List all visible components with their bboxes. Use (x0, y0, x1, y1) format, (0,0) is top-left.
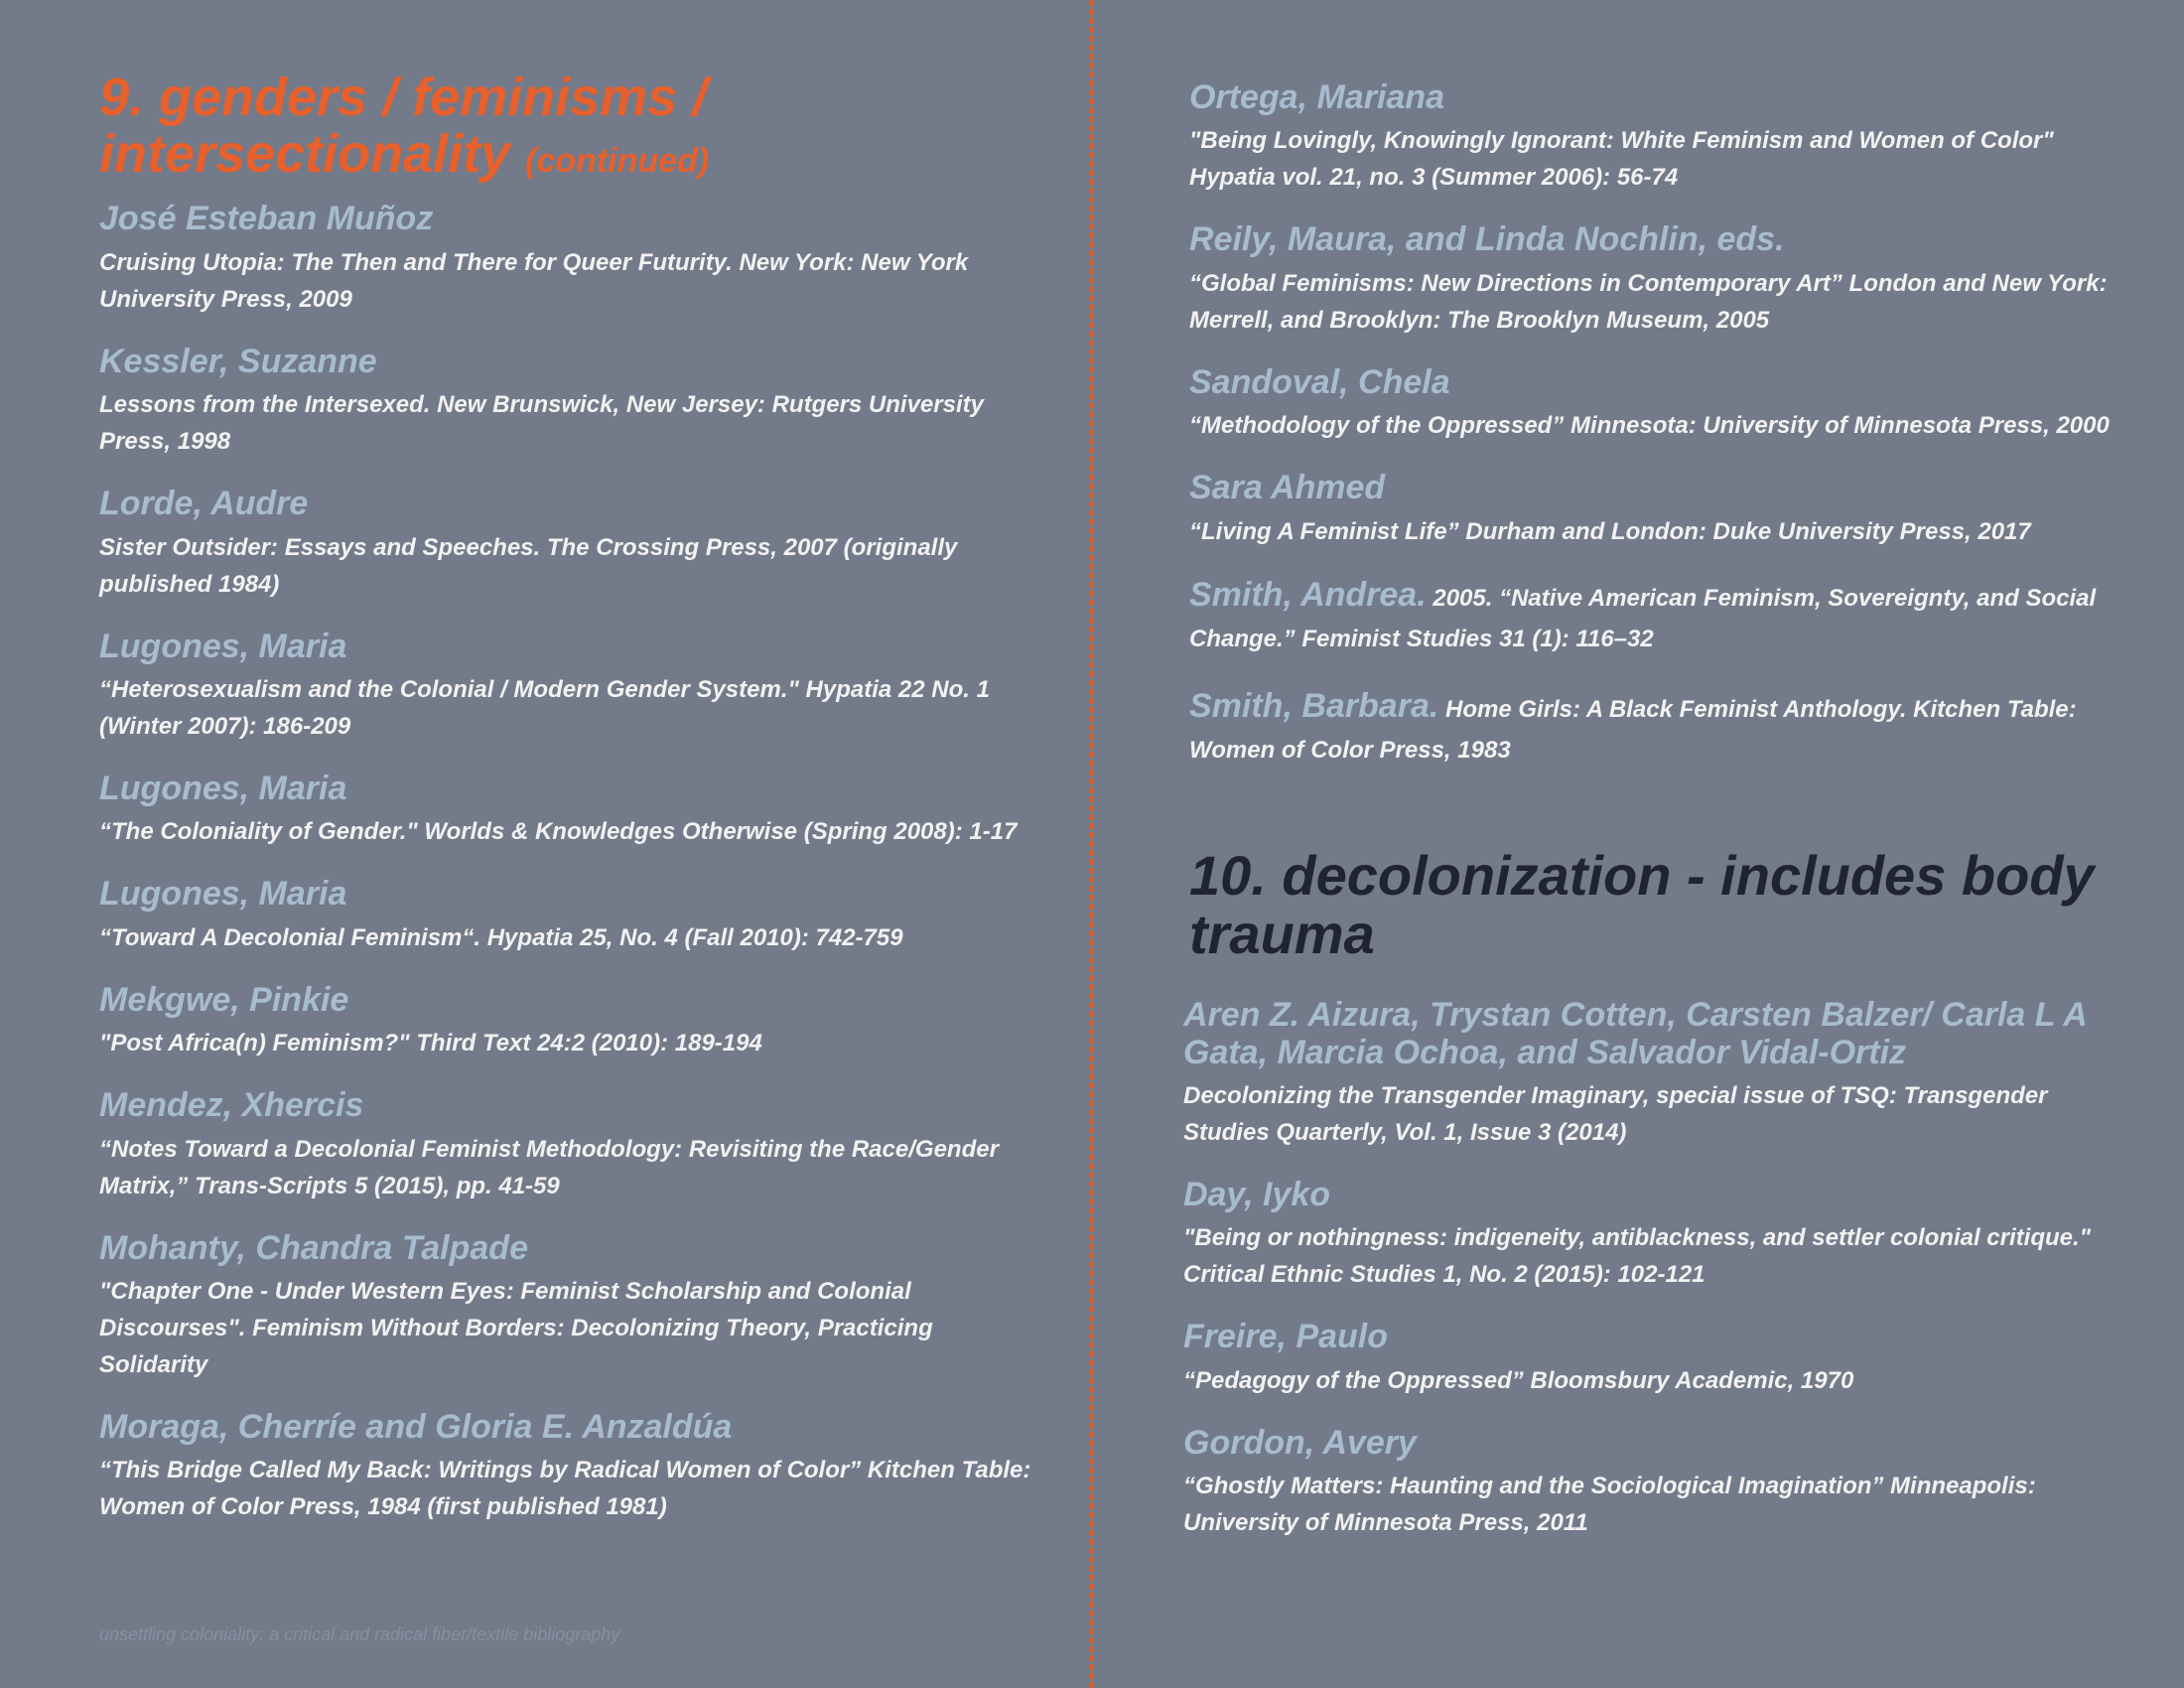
bibliography-entry (1189, 687, 2122, 773)
bibliography-entry (99, 486, 1032, 602)
entry-citation: 2005. “Native American Feminism, Sovereignty, and Social Change.” Feminist Studies 31 (1): 116–32 (1189, 584, 2097, 652)
entry-author: Sara Ahmed (1189, 469, 1386, 507)
entry-citation: "Being or nothingness: indigeneity, antiblackness, and settler colonial critique." Critical Ethnic Studies 1, No. 2 (2015): 102-121 (1183, 1224, 2092, 1289)
entry-author: José Esteban Muñoz (99, 200, 434, 238)
entry-author: Smith, Barbara. (1189, 686, 1439, 725)
bibliography-entry (1189, 470, 2122, 549)
bibliography-entry (1183, 997, 2122, 1151)
bibliography-entry (1183, 1425, 2122, 1541)
entry-author: Sandoval, Chela (1189, 362, 1450, 401)
entry-citation: “Living A Feminist Life” Durham and London: Duke University Press, 2017 (1189, 517, 2031, 545)
bibliography-entry (99, 1230, 1032, 1383)
bibliography-entry (99, 771, 1032, 850)
entry-author: Gordon, Avery (1183, 1423, 1417, 1462)
bibliography-entry (1183, 1177, 2122, 1293)
entry-author: Mendez, Xhercis (99, 1086, 364, 1125)
entry-author: Lugones, Maria (99, 627, 347, 665)
bibliography-entry (1183, 1319, 2122, 1398)
entry-author: Aren Z. Aizura, Trystan Cotten, Carsten Balzer/ Carla L A Gata, Marcia Ochoa, and Salvador Vidal-Ortiz (1183, 996, 2087, 1071)
entry-citation: Cruising Utopia: The Then and There for Queer Futurity. New York: New York University Press, 2009 (99, 248, 969, 313)
entry-author: Freire, Paulo (1183, 1318, 1388, 1356)
entry-author: Ortega, Mariana (1189, 78, 1444, 116)
entry-citation: “The Coloniality of Gender." Worlds & Knowledges Otherwise (Spring 2008): 1-17 (99, 818, 1018, 846)
bibliography-entry (99, 201, 1032, 317)
entry-citation: Sister Outsider: Essays and Speeches. The Crossing Press, 2007 (originally published 1984) (99, 533, 958, 598)
bibliography-entry (99, 1087, 1032, 1203)
entry-author: Lugones, Maria (99, 770, 347, 808)
entry-citation: "Being Lovingly, Knowingly Ignorant: White Feminism and Women of Color" Hypatia vol. 21, no. 3 (Summer 2006): 56-74 (1189, 127, 2054, 192)
entry-citation: Decolonizing the Transgender Imaginary, special issue of TSQ: Transgender Studies Quarterly, Vol. 1, Issue 3 (2014) (1183, 1082, 2048, 1147)
bibliography-entry (1189, 364, 2122, 444)
section-10-title: 10. decolonization - includes body trauma (1189, 843, 2095, 965)
bibliography-entry (1189, 221, 2122, 338)
entry-author: Lorde, Audre (99, 485, 309, 523)
continued-label: (continued) (525, 142, 710, 181)
left-column (99, 70, 1032, 1525)
bibliography-entry (99, 629, 1032, 745)
bibliography-entry (99, 982, 1032, 1061)
entry-citation: Lessons from the Intersexed. New Brunswick, New Jersey: Rutgers University Press, 1998 (99, 391, 984, 456)
entry-citation: “This Bridge Called My Back: Writings by Radical Women of Color” Kitchen Table: Women of Color Press, 1984 (first published 1981) (99, 1457, 1031, 1521)
entry-citation: “Methodology of the Oppressed” Minnesota: University of Minnesota Press, 2000 (1189, 412, 2110, 440)
inline-entry (1189, 687, 2122, 773)
entry-citation: “Ghostly Matters: Haunting and the Sociological Imagination” Minneapolis: University of Minnesota Press, 2011 (1183, 1473, 2036, 1537)
entry-citation: “Toward A Decolonial Feminism“. Hypatia 25, No. 4 (Fall 2010): 742-759 (99, 923, 903, 951)
entry-author: Moraga, Cherríe and Gloria E. Anzaldúa (99, 1407, 733, 1446)
entry-author: Mohanty, Chandra Talpade (99, 1228, 528, 1267)
entry-citation: “Pedagogy of the Oppressed” Bloomsbury Academic, 1970 (1183, 1366, 1854, 1394)
entry-citation: “Notes Toward a Decolonial Feminist Methodology: Revisiting the Race/Gender Matrix,” Trans-Scripts 5 (2015), pp. 41-59 (99, 1135, 999, 1199)
entry-citation: "Chapter One - Under Western Eyes: Feminist Scholarship and Colonial Discourses". Feminism Without Borders: Decolonizing Theory, Practicing Solidarity (99, 1277, 933, 1378)
bibliography-entry (99, 344, 1032, 460)
section-9-title-text: 9. genders / feminisms / intersectionality (99, 68, 708, 185)
section-10-list (1183, 997, 2122, 1541)
section-9-list (99, 201, 1032, 1525)
entry-citation: Home Girls: A Black Feminist Anthology. Kitchen Table: Women of Color Press, 1983 (1189, 695, 2077, 764)
entry-citation: "Post Africa(n) Feminism?" Third Text 24:2 (2010): 189-194 (99, 1030, 762, 1057)
page-footer: unsettling coloniality: a critical and radical fiber/textile bibliography (99, 1624, 620, 1644)
entry-citation: “Global Feminisms: New Directions in Contemporary Art” London and New York: Merrell, and Brooklyn: The Brooklyn Museum, 2005 (1189, 269, 2108, 334)
right-column (1183, 78, 2122, 1541)
entry-author: Kessler, Suzanne (99, 342, 377, 380)
entry-citation: “Heterosexualism and the Colonial / Modern Gender System." Hypatia 22 No. 1 (Winter 2007): 186-209 (99, 676, 990, 741)
page-divider (1090, 0, 1093, 1688)
entry-author: Lugones, Maria (99, 875, 347, 914)
bibliography-entry (1189, 79, 2122, 196)
bibliography-entry (99, 1409, 1032, 1525)
entry-author: Mekgwe, Pinkie (99, 980, 349, 1019)
bibliography-entry (1189, 576, 2122, 661)
section-9-list-continued (1189, 79, 2122, 773)
entry-author: Day, Iyko (1183, 1176, 1331, 1214)
section-9-title (99, 70, 1032, 183)
bibliography-entry (99, 876, 1032, 955)
inline-entry (1189, 576, 2122, 661)
entry-author: Reily, Maura, and Linda Nochlin, eds. (1189, 220, 1785, 259)
entry-author: Smith, Andrea. (1189, 575, 1427, 614)
